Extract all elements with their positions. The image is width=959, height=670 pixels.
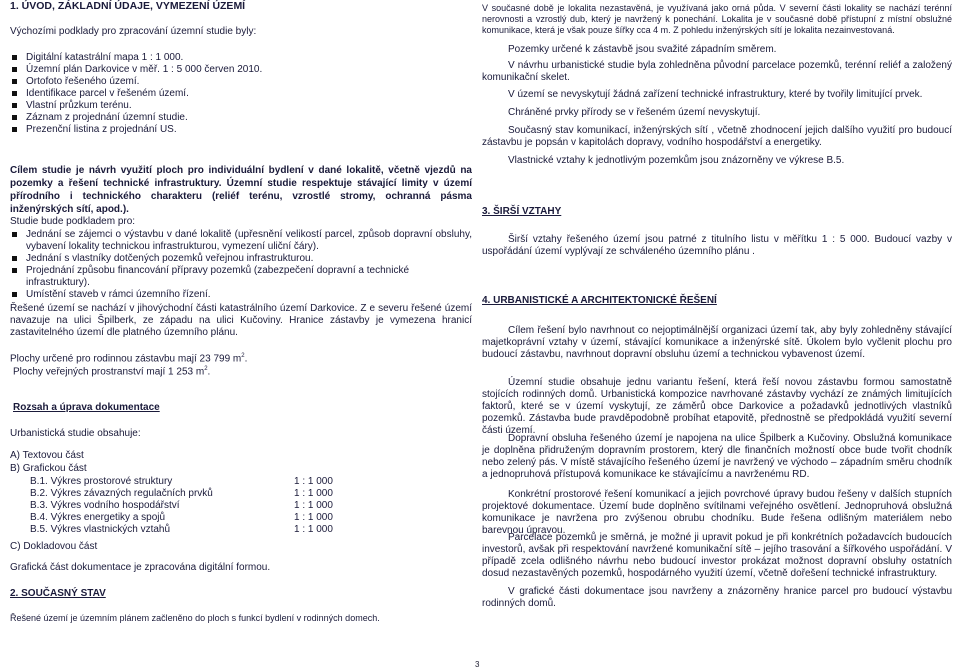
scope-heading: Rozsah a úprava dokumentace: [13, 402, 160, 413]
graphic-note: Grafická část dokumentace je zpracována digitální formou.: [10, 562, 271, 573]
list-item: Záznam z projednání územní studie.: [10, 112, 470, 124]
table-row: [10, 488, 354, 500]
list-item: Digitální katastrální mapa 1 : 1 000.: [10, 52, 470, 64]
list-item: Ortofoto řešeného území.: [10, 76, 470, 88]
current-use-text: V současné době je lokalita nezastavěná, je využívaná jako orná půda. V severní části lokality se nachází terénní nerovnosti a vzrostlý dub, který je navržený k ponechání. Lokalita je v současné době přístupní z místní obslužné komunikace, která je však pouze šířky cca 4 m. Z pohledu inženýrských sítí je lokalita nezainvestovaná.: [482, 3, 952, 35]
ownership-text: Vlastnické vztahy k jednotlivým pozemkům jsou znázorněny ve výkrese B.5.: [508, 155, 845, 166]
list-item: Územní plán Darkovice v měř. 1 : 5 000 červen 2010.: [10, 64, 470, 76]
list-item: Jednání se zájemci o výstavbu v dané lokalitě (upřesnění velikostí parcel, způsob dopravní obsluhy, vybavení lokality technickou infrastrukturou, vymezení uliční čáry).: [10, 229, 472, 253]
table-row: [10, 512, 354, 524]
drawing-name: B.2. Výkres závazných regulačních prvků: [30, 488, 213, 499]
area-public-space: [13, 363, 210, 378]
location-text: Řešené území se nachází v jihovýchodní části katastrálního území Darkovice. Z e severu řešené území navazuje na ulici Špilberk, ze západu na ulici Kučoviny. Hranice zástavby je vymezena hranicí zastavitelného území dle platného územního plánu.: [10, 303, 472, 338]
drawing-name: B.3. Výkres vodního hospodářství: [30, 500, 180, 511]
drawing-scale: 1 : 1 000: [294, 488, 333, 499]
section-3-title: 3. ŠIRŠÍ VZTAHY: [482, 206, 562, 217]
infrastructure-text: V území se nevyskytují žádná zařízení technické infrastruktury, které by tvořily limitující prvek.: [508, 89, 923, 100]
table-row: [10, 524, 354, 536]
drawing-name: B.1. Výkres prostorové struktury: [30, 476, 173, 487]
sources-list: [10, 52, 470, 136]
section-4-title: 4. URBANISTICKÉ A ARCHITEKTONICKÉ ŘEŠENÍ: [482, 295, 717, 306]
sources-label: Výchozími podklady pro zpracování územní studie byly:: [10, 26, 257, 37]
part-c: C) Dokladovou část: [10, 541, 98, 552]
drawing-scale: 1 : 1 000: [294, 500, 333, 511]
roads-state-text: Současný stav komunikací, inženýrských sítí , včetně zhodnocení jejich dalšího využití pro budoucí zástavbu je popsán v kapitolách dopravy, vodního hospodářství a energetiky.: [482, 125, 952, 148]
list-item: Projednání způsobu financování přípravy pozemků (zabezpečení dopravní a technické infrastruktury).: [10, 265, 472, 289]
table-row: [10, 500, 354, 512]
list-item: Prezenční listina z projednání US.: [10, 124, 470, 136]
list-item: Vlastní průzkum terénu.: [10, 100, 470, 112]
list-item: Jednání s vlastníky dotčených pozemků veřejnou infrastrukturou.: [10, 253, 472, 265]
wider-relations-text: Širší vztahy řešeného území jsou patrné z titulního listu v měřítku 1 : 5 000. Budoucí vazby v uspořádání území vyplývají ze schváleného územního plánu .: [482, 234, 952, 257]
parcels-text: V návrhu urbanistické studie byla zohledněna původní parcelace pozemků, terénní reliéf a založený komunikační skelet.: [482, 60, 952, 83]
drawing-scale: 1 : 1 000: [294, 524, 333, 535]
section-1-heading: 1. ÚVOD, ZÁKLADNÍ ÚDAJE, VYMEZENÍ ÚZEMÍ: [10, 0, 246, 12]
section-2-title: 2. SOUČASNÝ STAV: [10, 588, 106, 599]
area-family-sup: 2: [241, 353, 245, 359]
page-number: 3: [475, 660, 480, 669]
graphic-part-text: V grafické části dokumentace jsou navrženy a znázorněny hranice parcel pro budoucí výstavbu rodinných domů.: [482, 586, 952, 609]
list-item: Identifikace parcel v řešeném území.: [10, 88, 470, 100]
basis-label: Studie bude podkladem pro:: [10, 216, 136, 227]
parcelation-text: Parcelace pozemků je směrná, je možné ji upravit pokud je při konkrétních požadavcích budoucích investorů, avšak při respektování navržené komunikační sítě – jejího trasování a šířkového uspořádání. V případě zcela odlišného návrhu nebo budoucí investor prokázat možnost dopravní obsluhy ostatních dosud nezastavěných pozemků, hospodárného využití území, včetně dořešení technické infrastruktury.: [482, 532, 952, 579]
area-family-text: Plochy určené pro rodinnou zástavbu mají 23 799 m: [10, 353, 242, 365]
list-item: Umístění staveb v rámci územního řízení.: [10, 289, 472, 301]
part-b: B) Grafickou část: [10, 463, 87, 474]
area-public-sup: 2: [204, 366, 208, 372]
drawing-name: B.5. Výkres vlastnických vztahů: [30, 524, 171, 535]
transport-text: Dopravní obsluha řešeného území je napojena na ulice Špilberk a Kučoviny. Obslužná komunikace je doplněna přidruženým dopravním prostorem, který dle finančních možností obce bude tvořit chodník nebo zelený pás. V místě stávajícího řešeného území je navržený ve východo – západním směru chodník a jednopruhová přístupová komunikace ke stávajícímu a navrženému RD.: [482, 433, 952, 480]
section-4-heading: [482, 295, 717, 307]
drawings-table: [10, 476, 354, 536]
roads-design-text: Konkrétní prostorové řešení komunikací a jejich povrchové úpravy budou řešeny v dalších stupních projektové dokumentace. Území bude doplněno svítilnami veřejného osvětlení. Jednopruhová obslužná komunikace je navržena pro zvýšenou obrubu chodníku. Bude řešena odlišným materiálem nebo barevnou úpravou.: [482, 489, 952, 536]
drawing-name: B.4. Výkres energetiky a spojů: [30, 512, 166, 523]
slope-text: Pozemky určené k zástavbě jsou svažité západním směrem.: [508, 44, 777, 55]
area-public-dot: .: [207, 366, 211, 378]
design-goal-text: Cílem řešení bylo navrhnout co nejoptimálnější organizaci území tak, aby byly zohledněny stávající majetkoprávní vztahy v území, stávající komunikace a inženýrské sítě. Úkolem bylo vyčlenit plochu pro budoucí zástavbu, navrhnout dopravní obsluhu území a technickou vybavenost území.: [482, 325, 952, 360]
variant-text: Územní studie obsahuje jednu variantu řešení, která řeší novou zástavbu formou samostatně stojících rodinných domů. Urbanistická kompozice navrhované zástavby vychází ze známých limitujících faktorů, které se v území vyskytují, ze záměrů obce Darkovice a požadavků jednotlivých vlastníků pozemků. Zástavba bude pravděpodobně probíhat etapovitě, přednostně se předpokládá využití severní části území.: [482, 377, 952, 436]
contains-label: Urbanistická studie obsahuje:: [10, 428, 141, 439]
drawing-scale: 1 : 1 000: [294, 476, 333, 487]
study-goal: Cílem studie je návrh využití ploch pro individuální bydlení v dané lokalitě, včetně vjezdů na pozemky a řešení technické infrastruktury. Územní studie respektuje stávající limity v území přírodního i technického charakteru (reliéf terénu, vzrostlé stromy, ochranná pásma inženýrských sítí, apod.).: [10, 165, 472, 215]
part-a: A) Textovou část: [10, 450, 84, 461]
section-2-heading: [10, 588, 106, 600]
area-family-dot: .: [244, 353, 248, 365]
current-state-text: Řešené území je územním plánem začleněno do ploch s funkcí bydlení v rodinných domech.: [10, 613, 380, 623]
section-3-heading: [482, 206, 561, 218]
drawing-scale: 1 : 1 000: [294, 512, 333, 523]
basis-list: [10, 229, 472, 301]
area-public-text: Plochy veřejných prostranství mají 1 253 m: [13, 366, 205, 378]
table-row: [10, 476, 354, 488]
nature-text: Chráněné prvky přírody se v řešeném území nevyskytují.: [508, 107, 761, 118]
